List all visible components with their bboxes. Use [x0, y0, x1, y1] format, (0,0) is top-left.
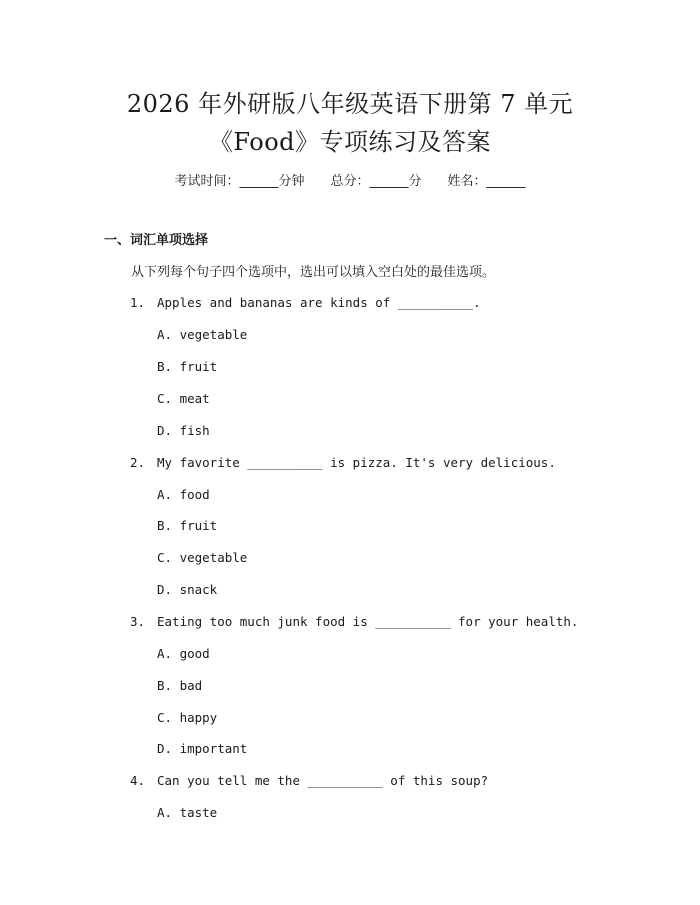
question-2 — [130, 455, 556, 470]
question-number: 2. — [130, 455, 146, 470]
question-3 — [130, 614, 578, 629]
question-4-option-a: A. taste — [157, 805, 218, 820]
question-1-option-c: C. meat — [157, 391, 210, 406]
exam-info — [0, 170, 700, 189]
question-text: Eating too much junk food is __________ for your health. — [157, 614, 579, 629]
exam-time-label: 考试时间：______分钟 — [174, 174, 305, 189]
question-1-option-b: B. fruit — [157, 359, 218, 374]
question-1 — [130, 295, 481, 310]
question-number: 3. — [130, 614, 146, 629]
document-title-line-1: 2026 年外研版八年级英语下册第 7 单元 — [126, 90, 574, 118]
question-3-option-a: A. good — [157, 646, 210, 661]
question-3-option-b: B. bad — [157, 678, 203, 693]
question-2-option-b: B. fruit — [157, 518, 218, 533]
question-text: Can you tell me the __________ of this soup? — [157, 773, 489, 788]
question-1-option-d: D. fish — [157, 423, 210, 438]
question-text: My favorite __________ is pizza. It's very delicious. — [157, 455, 556, 470]
question-number: 1. — [130, 295, 146, 310]
question-2-option-a: A. food — [157, 487, 210, 502]
question-3-option-c: C. happy — [157, 710, 218, 725]
question-1-option-a: A. vegetable — [157, 327, 248, 342]
section-title: 一、词汇单项选择 — [104, 233, 209, 248]
question-number: 4. — [130, 773, 146, 788]
total-score-label: 总分：______分 — [330, 174, 422, 189]
section-instruction: 从下列每个句子四个选项中，选出可以填入空白处的最佳选项。 — [131, 265, 496, 280]
student-name-label: 姓名：______ — [447, 174, 526, 189]
question-2-option-d: D. snack — [157, 582, 218, 597]
question-text: Apples and bananas are kinds of __________. — [157, 295, 481, 310]
question-2-option-c: C. vegetable — [157, 550, 248, 565]
question-4 — [130, 773, 488, 788]
question-3-option-d: D. important — [157, 741, 248, 756]
document-title-line-2: 《Food》专项练习及答案 — [208, 128, 492, 156]
